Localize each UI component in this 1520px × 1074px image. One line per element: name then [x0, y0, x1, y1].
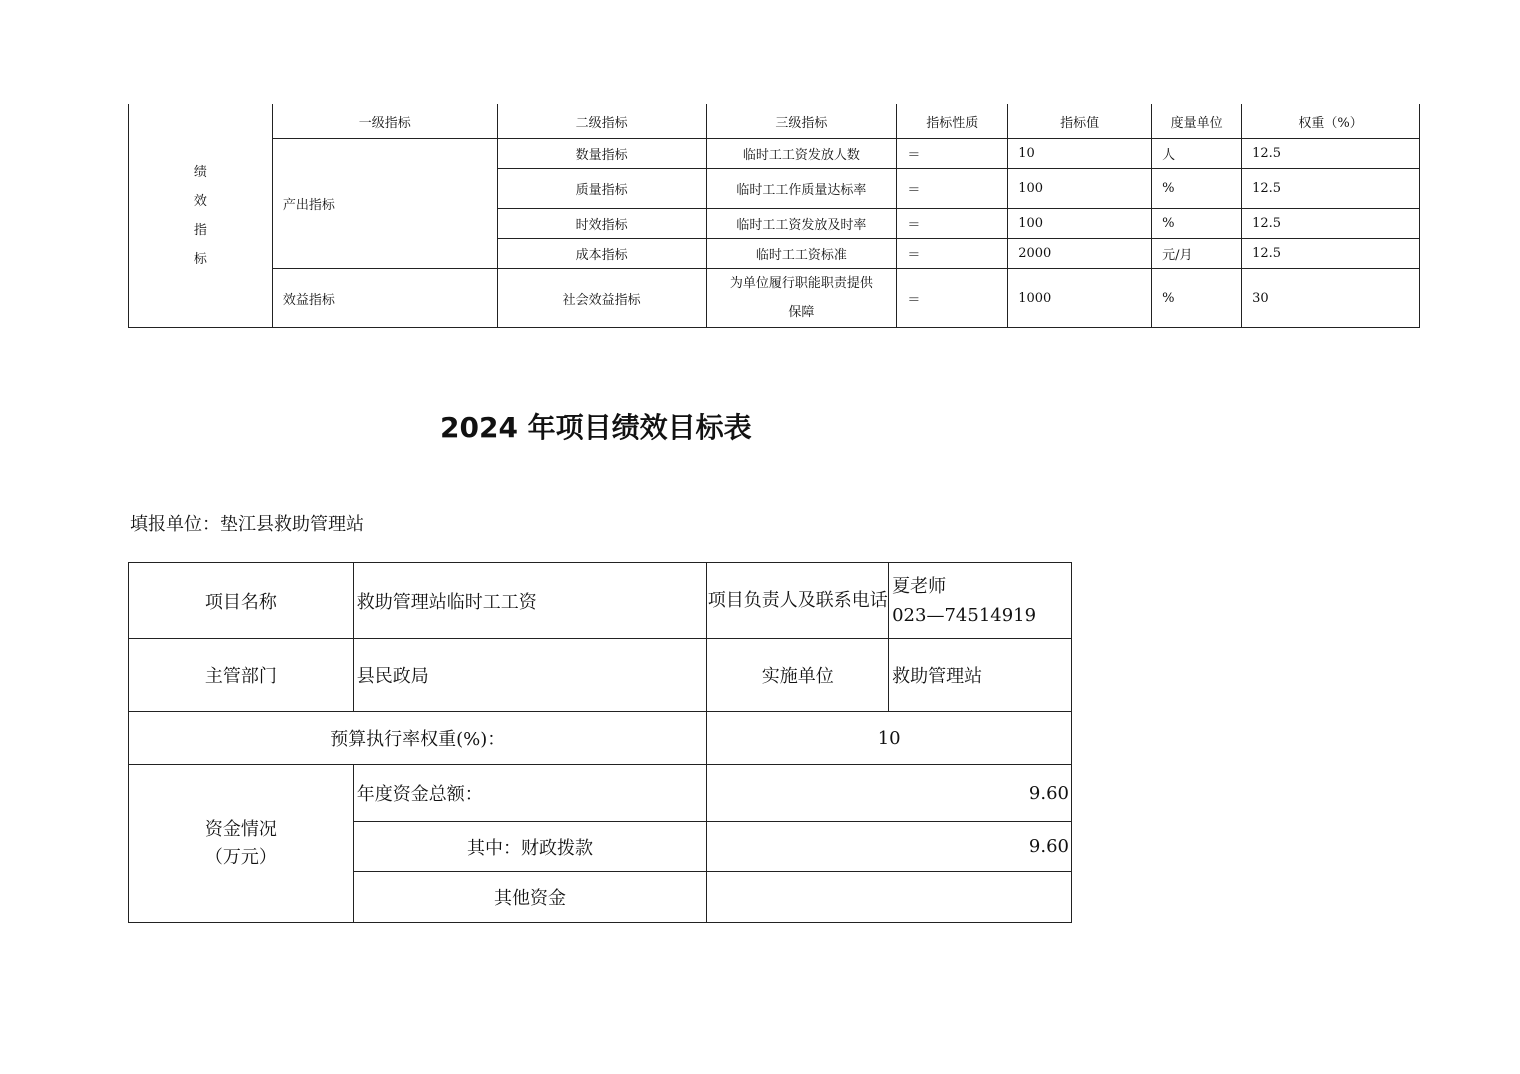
header-nature: 指标性质 [897, 104, 1008, 139]
fill-unit-label: 填报单位：垫江县救助管理站 [130, 514, 364, 535]
header-level2: 二级指标 [497, 104, 706, 139]
header-value: 指标值 [1008, 104, 1152, 139]
value-cell: 100 [1008, 169, 1152, 209]
fund-label: 资金情况 （万元） [129, 765, 354, 923]
value-cell: 1000 [1008, 269, 1152, 328]
header-level3: 三级指标 [706, 104, 897, 139]
table-row [129, 269, 1420, 328]
table-row [129, 712, 1072, 765]
nature-cell: ＝ [897, 139, 1008, 169]
annual-fund-label: 年度资金总额： [353, 765, 707, 822]
nature-cell: ＝ [897, 209, 1008, 239]
impl-value: 救助管理站 [889, 639, 1072, 712]
unit-cell: % [1152, 209, 1242, 239]
level3-cell: 临时工工资标准 [706, 239, 897, 269]
performance-indicator-table [128, 104, 1420, 328]
weight-cell: 12.5 [1242, 209, 1420, 239]
other-fund-value [707, 872, 1072, 923]
page-title: 2024 年项目绩效目标表 [440, 411, 752, 444]
other-fund-label: 其他资金 [353, 872, 707, 923]
header-level1: 一级指标 [272, 104, 497, 139]
performance-side-label: 绩 效 指 标 [129, 104, 273, 328]
header-unit: 度量单位 [1152, 104, 1242, 139]
fiscal-fund-value: 9.60 [707, 822, 1072, 872]
contact-label: 项目负责人及联系电话 [707, 563, 889, 639]
nature-cell: ＝ [897, 239, 1008, 269]
value-cell: 10 [1008, 139, 1152, 169]
header-weight: 权重（%） [1242, 104, 1420, 139]
level2-cell: 数量指标 [497, 139, 706, 169]
level2-cell: 社会效益指标 [497, 269, 706, 328]
level2-cell: 成本指标 [497, 239, 706, 269]
level2-cell: 质量指标 [497, 169, 706, 209]
table-row [129, 139, 1420, 169]
level2-cell: 时效指标 [497, 209, 706, 239]
unit-cell: 元/月 [1152, 239, 1242, 269]
dept-label: 主管部门 [129, 639, 354, 712]
dept-value: 县民政局 [353, 639, 707, 712]
benefit-indicator-label: 效益指标 [272, 269, 497, 328]
unit-cell: % [1152, 169, 1242, 209]
level3-cell: 为单位履行职能职责提供 保障 [706, 269, 897, 328]
annual-fund-value: 9.60 [707, 765, 1072, 822]
level3-cell: 临时工工资发放人数 [706, 139, 897, 169]
level3-cell: 临时工工资发放及时率 [706, 209, 897, 239]
nature-cell: ＝ [897, 269, 1008, 328]
fiscal-fund-label: 其中：财政拨款 [353, 822, 707, 872]
project-info-table [128, 562, 1072, 923]
value-cell: 2000 [1008, 239, 1152, 269]
budget-value: 10 [707, 712, 1072, 765]
output-indicator-label: 产出指标 [272, 139, 497, 269]
weight-cell: 12.5 [1242, 239, 1420, 269]
impl-label: 实施单位 [707, 639, 889, 712]
contact-value [889, 563, 1072, 639]
project-name-label: 项目名称 [129, 563, 354, 639]
value-cell: 100 [1008, 209, 1152, 239]
unit-cell: % [1152, 269, 1242, 328]
contact-phone: 023—74514919 [892, 604, 1037, 626]
budget-label: 预算执行率权重(%)： [129, 712, 707, 765]
project-name-value: 救助管理站临时工工资 [353, 563, 707, 639]
level3-cell: 临时工工作质量达标率 [706, 169, 897, 209]
table-row [129, 765, 1072, 822]
unit-cell: 人 [1152, 139, 1242, 169]
weight-cell: 30 [1242, 269, 1420, 328]
nature-cell: ＝ [897, 169, 1008, 209]
table-header-row [129, 104, 1420, 139]
table-row [129, 563, 1072, 639]
contact-name: 夏老师 [892, 575, 947, 597]
weight-cell: 12.5 [1242, 139, 1420, 169]
table-row [129, 639, 1072, 712]
weight-cell: 12.5 [1242, 169, 1420, 209]
